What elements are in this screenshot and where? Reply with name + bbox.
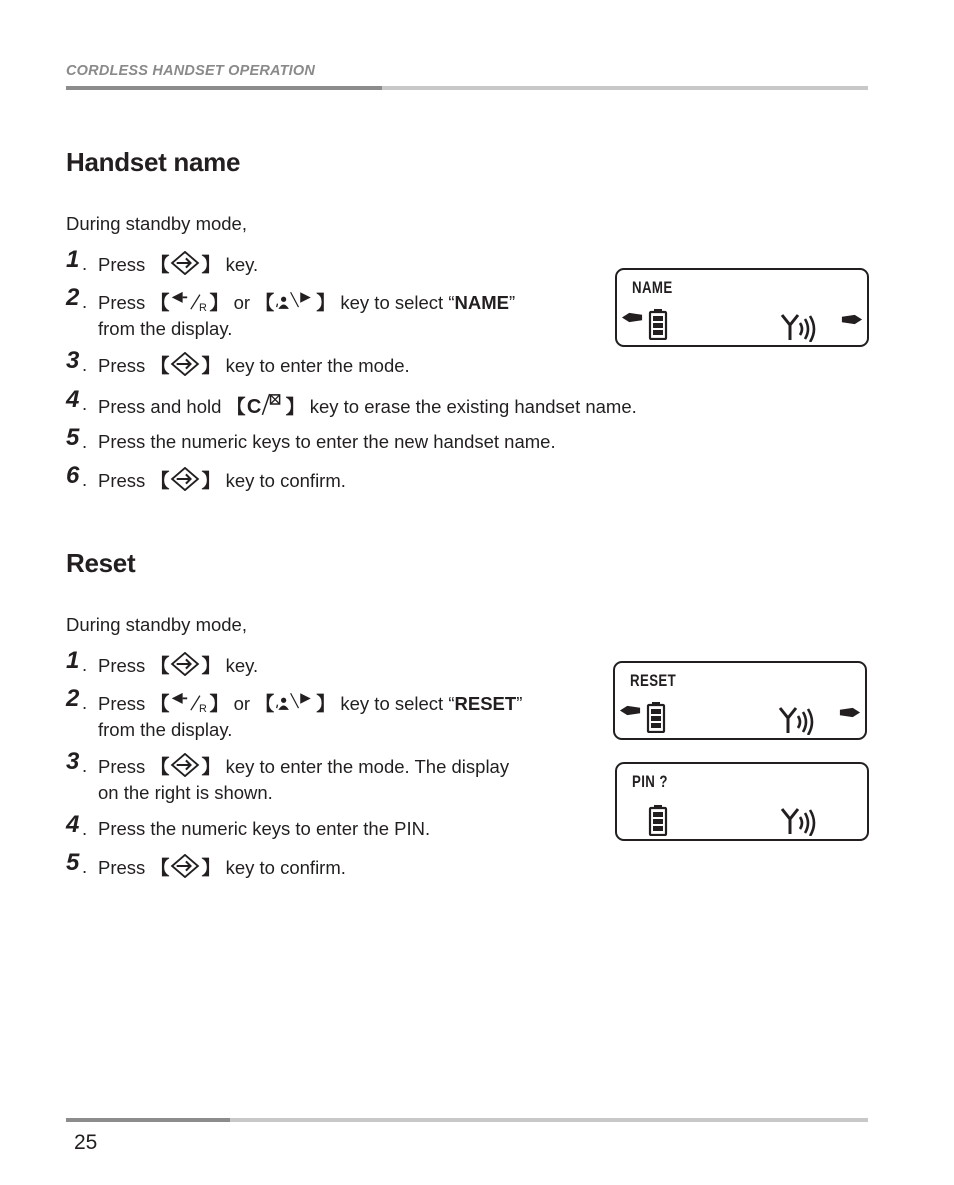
menu-ok-key-icon	[169, 251, 201, 275]
scroll-left-arrow-icon	[619, 705, 641, 716]
menu-ok-key-icon	[169, 352, 201, 376]
battery-icon	[648, 308, 668, 340]
section-title-reset: Reset	[66, 548, 136, 578]
lcd-label: RESET	[630, 671, 677, 690]
clear-mute-key-icon	[246, 391, 286, 417]
step-number: 6	[66, 462, 80, 489]
left-recall-key-icon	[169, 289, 209, 313]
lcd-display-name	[615, 268, 869, 347]
step-number: 3	[66, 748, 80, 775]
step-number: 2	[66, 284, 80, 311]
step-number: 2	[66, 685, 80, 712]
lcd-label: NAME	[632, 278, 673, 297]
step-number: 5	[66, 424, 80, 451]
running-header: CORDLESS HANDSET OPERATION	[66, 63, 316, 79]
step-number: 1	[66, 647, 80, 674]
page-number: 25	[74, 1131, 98, 1154]
step-number: 3	[66, 347, 80, 374]
handset-name-intro: During standby mode,	[66, 213, 247, 234]
footer-rule-light	[230, 1118, 868, 1122]
option-name-bold: NAME	[454, 292, 509, 313]
lcd-label: PIN ?	[632, 772, 668, 791]
lcd-display-reset	[613, 661, 867, 740]
option-reset-bold: RESET	[454, 693, 517, 714]
footer-rule-dark	[66, 1118, 230, 1122]
step-number: 5	[66, 849, 80, 876]
phonebook-right-key-icon	[274, 289, 316, 313]
menu-ok-key-icon	[169, 854, 201, 878]
signal-antenna-icon	[780, 806, 820, 836]
battery-icon	[646, 701, 666, 733]
reset-intro: During standby mode,	[66, 614, 247, 635]
menu-ok-key-icon	[169, 652, 201, 676]
signal-antenna-icon	[780, 312, 820, 342]
battery-icon	[648, 804, 668, 836]
step-number: 4	[66, 386, 80, 413]
lcd-display-pin	[615, 762, 869, 841]
signal-antenna-icon	[778, 705, 818, 735]
menu-ok-key-icon	[169, 467, 201, 491]
scroll-right-arrow-icon	[839, 707, 861, 718]
phonebook-right-key-icon	[274, 690, 316, 714]
header-rule-light	[382, 86, 868, 90]
menu-ok-key-icon	[169, 753, 201, 777]
section-title-handset-name: Handset name	[66, 147, 241, 177]
step-number: 4	[66, 811, 80, 838]
left-recall-key-icon	[169, 690, 209, 714]
scroll-right-arrow-icon	[841, 314, 863, 325]
step-number: 1	[66, 246, 80, 273]
scroll-left-arrow-icon	[621, 312, 643, 323]
header-rule-dark	[66, 86, 382, 90]
